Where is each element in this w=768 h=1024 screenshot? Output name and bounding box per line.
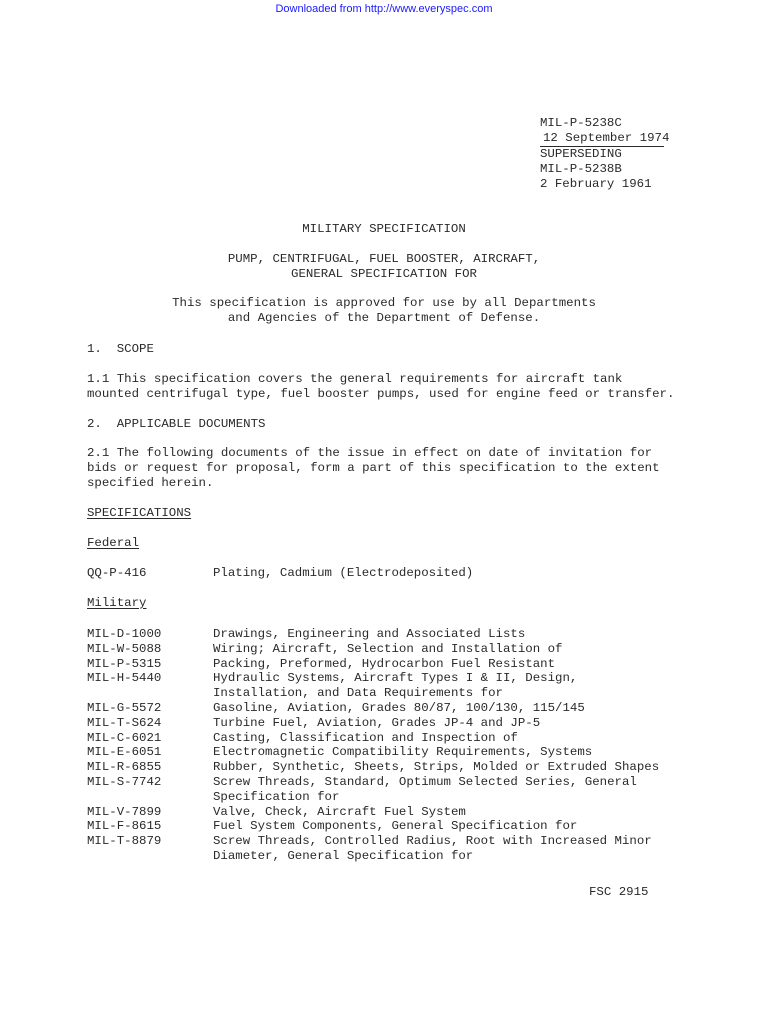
reference-id: MIL-T-S624 — [87, 715, 162, 730]
section-2-1-line-1: 2.1 The following documents of the issue in effect on date of invitation for — [87, 446, 653, 460]
military-heading: Military — [87, 596, 147, 610]
reference-id: MIL-R-6855 — [87, 760, 162, 775]
reference-title: Hydraulic Systems, Aircraft Types I & II, Design, — [213, 671, 578, 686]
section-1-1-line-1: 1.1 This specification covers the general requirements for aircraft tank — [87, 372, 623, 386]
section-1-1-line-2: mounted centrifugal type, fuel booster pumps, used for engine feed or transfer. — [87, 387, 675, 401]
approval-line-2: and Agencies of the Department of Defense. — [227, 311, 541, 325]
reference-id: MIL-H-5440 — [87, 671, 162, 686]
reference-id: MIL-E-6051 — [87, 745, 162, 760]
reference-id: MIL-S-7742 — [87, 775, 162, 789]
superseding-label: SUPERSEDING — [540, 147, 622, 161]
reference-title: Turbine Fuel, Aviation, Grades JP-4 and JP-5 — [213, 715, 541, 730]
reference-title: Screw Threads, Standard, Optimum Selected Series, General — [213, 775, 637, 789]
reference-id: MIL-C-6021 — [87, 730, 162, 745]
reference-title: Casting, Classification and Inspection of — [213, 730, 518, 745]
section-1-heading: 1. SCOPE — [87, 342, 154, 356]
reference-id: MIL-F-8615 — [87, 819, 162, 834]
reference-title: Rubber, Synthetic, Sheets, Strips, Molded or Extruded Shapes — [213, 760, 660, 775]
reference-title: Valve, Check, Aircraft Fuel System — [213, 804, 466, 819]
federal-heading: Federal — [87, 536, 140, 550]
reference-title: Drawings, Engineering and Associated Lists — [213, 627, 526, 641]
reference-title: Gasoline, Aviation, Grades 80/87, 100/130, 115/145 — [213, 701, 585, 715]
section-2-1-line-3: specified herein. — [87, 476, 214, 490]
reference-title: Screw Threads, Controlled Radius, Root with Increased Minor — [213, 834, 652, 849]
title-line-1: PUMP, CENTRIFUGAL, FUEL BOOSTER, AIRCRAFT, — [227, 252, 541, 266]
doc-id: MIL-P-5238C — [540, 116, 622, 130]
reference-id: MIL-P-5315 — [87, 656, 162, 671]
reference-id: MIL-G-5572 — [87, 701, 162, 715]
reference-title: Specification for — [213, 789, 340, 804]
reference-title: Fuel System Components, General Specification for — [213, 819, 578, 834]
doc-type: MILITARY SPECIFICATION — [302, 222, 466, 236]
reference-title: Electromagnetic Compatibility Requirements, Systems — [213, 745, 593, 760]
reference-id: MIL-D-1000 — [87, 627, 162, 641]
reference-id: MIL-T-8879 — [87, 834, 162, 849]
old-doc-id: MIL-P-5238B — [540, 162, 622, 176]
reference-title: Installation, and Data Requirements for — [213, 686, 503, 701]
reference-id: QQ-P-416 — [87, 566, 147, 580]
old-doc-date: 2 February 1961 — [540, 177, 652, 191]
fsc-code: FSC 2915 — [589, 885, 649, 899]
download-link[interactable]: Downloaded from http://www.everyspec.com — [275, 3, 493, 15]
specifications-heading: SPECIFICATIONS — [87, 506, 192, 520]
section-2-heading: 2. APPLICABLE DOCUMENTS — [87, 417, 266, 431]
reference-title: Wiring; Aircraft, Selection and Installation of — [213, 641, 563, 656]
reference-title: Diameter, General Specification for — [213, 849, 474, 863]
reference-id: MIL-W-5088 — [87, 641, 162, 656]
doc-date: 12 September 1974 — [543, 131, 670, 145]
title-line-2: GENERAL SPECIFICATION FOR — [291, 267, 477, 281]
reference-title: Packing, Preformed, Hydrocarbon Fuel Resistant — [213, 656, 556, 671]
section-2-1-line-2: bids or request for proposal, form a part of this specification to the extent — [87, 461, 660, 475]
approval-line-1: This specification is approved for use by all Departments — [172, 296, 596, 310]
reference-id: MIL-V-7899 — [87, 804, 162, 819]
reference-title: Plating, Cadmium (Electrodeposited) — [213, 566, 474, 580]
